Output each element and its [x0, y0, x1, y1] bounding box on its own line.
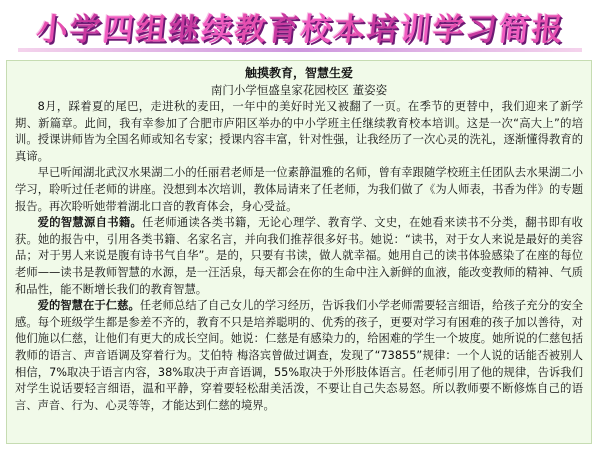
banner-char: 报 — [529, 12, 565, 48]
banner-char: 简 — [496, 12, 532, 48]
article-panel — [6, 60, 592, 444]
paragraph-3-body: 任老师通读各类书籍，无论心理学、教育学、文史，在她看来读书不分类，翻书即有收获。她的报告中，引用各类书籍、名家名言，并向我们推荐很多好书。她说：“读书，对于女人来说是最好的美容品；对于男人来说是腹有诗书气自华”。是的，只要有书读，做人就幸福。她用自己的读书体验感染了在座的每位老师——读书是教师智慧的水源，是一汪活泉，每天都会在你的生命中注入新鲜的血液，能改变教师的精神、气质和品性，能不断增长我们的教育智慧。 — [15, 216, 583, 296]
banner-char: 教 — [232, 12, 268, 48]
banner-title — [0, 4, 600, 49]
paragraph-3-lead: 爱的智慧源自书籍。 — [37, 216, 143, 230]
banner-char: 学 — [67, 12, 103, 48]
paragraph-4 — [15, 298, 583, 414]
banner-decoration — [18, 48, 582, 52]
banner-char: 续 — [199, 12, 235, 48]
banner-char: 小 — [34, 12, 70, 48]
paragraph-1: 8月，踩着夏的尾巴，走进秋的麦田，一年中的美好时光又被翻了一页。在季节的更替中，我们迎来了新学期、新篇章。此间，我有幸参加了合肥市庐阳区举办的中小学班主任继续教育校本培训。这是一次“高大上”的培训。授课讲师皆为全国名师或知名专家；授课内容丰富，针对性强，让我经历了一次心灵的洗礼，逐渐懂得教育的真谛。 — [15, 100, 583, 163]
article-title: 触摸教育，智慧生爱 — [244, 66, 353, 80]
banner-char: 训 — [397, 12, 433, 48]
banner-char: 习 — [463, 12, 499, 48]
paragraph-2: 早已听闻湖北武汉水果湖二小的任丽君老师是一位素静温雅的名师，曾有幸跟随学校班主任团队去水果湖二小学习，聆听过任老师的讲座。没想到本次培训，教体局请来了任老师，为我们做了《为人师表，书香为伴》的专题报告。再次聆听她带着湖北口音的教育体会，身心受益。 — [15, 166, 583, 213]
newsletter-banner — [0, 0, 600, 58]
banner-char: 育 — [265, 12, 301, 48]
banner-char: 组 — [133, 12, 169, 48]
paragraph-3 — [15, 215, 583, 298]
banner-char: 继 — [166, 12, 202, 48]
banner-char: 培 — [364, 12, 400, 48]
banner-char: 本 — [331, 12, 367, 48]
paragraph-4-lead: 爱的智慧在于仁慈。 — [37, 299, 140, 313]
banner-char: 四 — [100, 12, 136, 48]
article-byline: 南门小学恒盛皇家花园校区 董姿姿 — [210, 83, 388, 97]
paragraph-4-body: 任老师总结了自己女儿的学习经历，告诉我们小学老师需要轻言细语，给孩子充分的安全感。每个班级学生都是参差不齐的，教育不只是培养聪明的、优秀的孩子，更要对学习有困难的孩子加以善待，对他们施以仁慈，让他们有更大的成长空间。她说：仁慈是有感染力的，给困难的学生一个坡度。她所说的仁慈包括教师的语言、声音语调及穿着行为。艾伯特 梅洛宾曾做过调查，发现了“73855”规律：一个人说的话能否被别人相信，7%取决于语言内容，38%取决于声音语调，55%取决于外形肢体语言。任老师引用了他的规律，告诉我们对学生说话要轻言细语，温和平静，穿着要轻松甜美活泼，不要让自己失态易怒。所以教师要不断修炼自己的语言、声音、行为、心灵等等，才能达到仁慈的境界。 — [15, 299, 583, 412]
banner-char: 校 — [298, 12, 334, 48]
banner-char: 学 — [430, 12, 466, 48]
